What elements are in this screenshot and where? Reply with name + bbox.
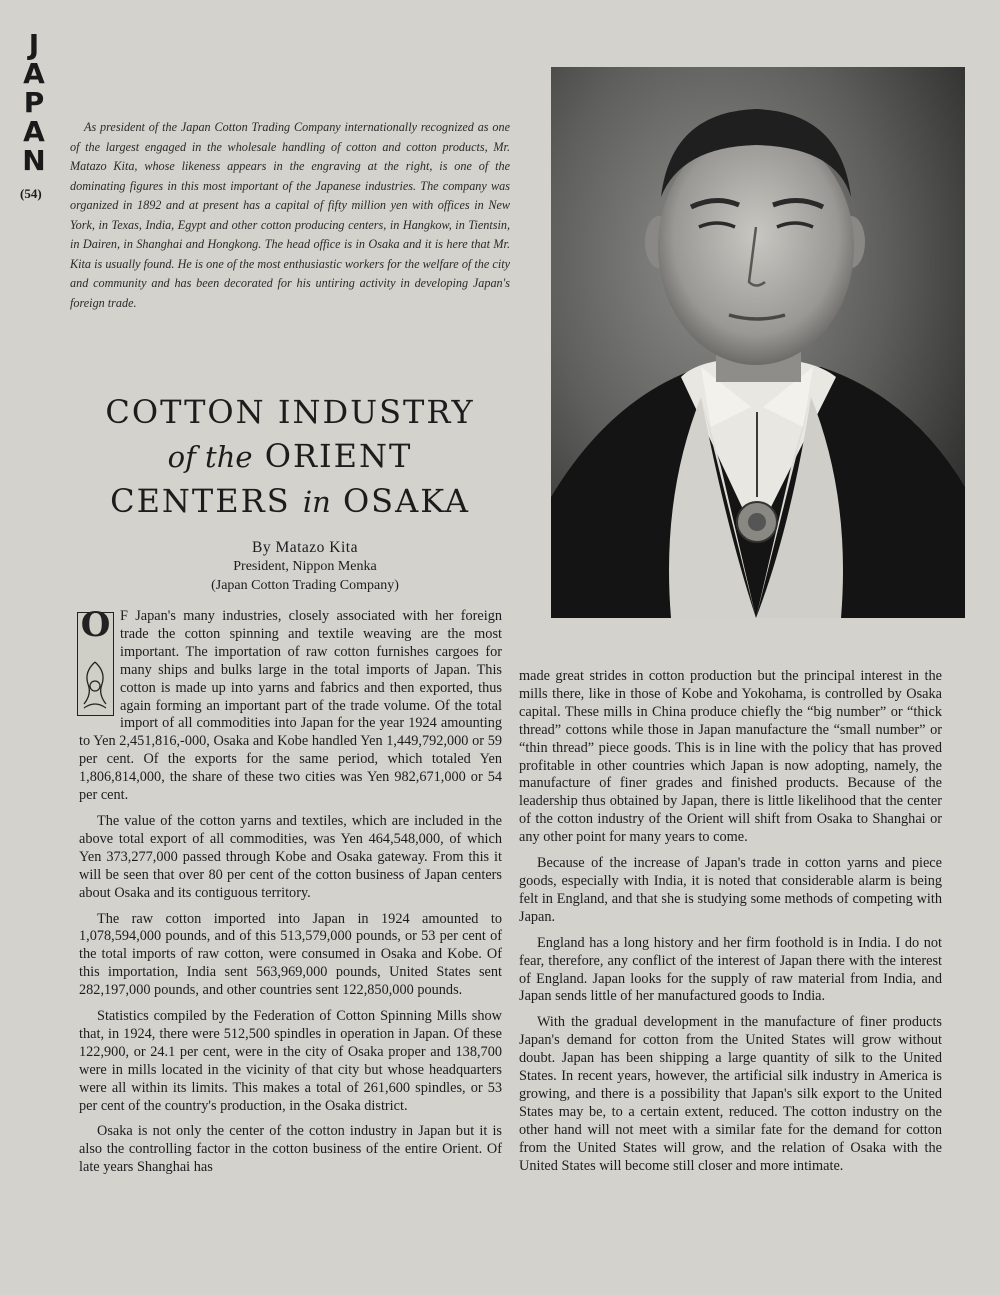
article-title <box>70 390 510 524</box>
title-line-2-italic: of the <box>167 440 253 474</box>
paragraph: made great strides in cotton production but the principal interest in the mills there, like in those of Kobe and Yokohama, is controlled by Osaka capital. These mills in China produce chiefly the “big number” or “thick thread” cottons while those in Japan manufacture the “small number” or “thin thread” piece goods. This is in line with the policy that has proved profitable in other countries which Japan is now adopting, namely, the manufacture of finer grades and finished products. Because of the leadership thus obtained by Japan, there is little likelihood that the center of the cotton industry of the Orient will shift from Osaka to Shanghai or any other point for many years to come. <box>519 668 942 846</box>
byline-author-company: (Japan Cotton Trading Company) <box>211 578 399 593</box>
title-line-3-end: OSAKA <box>342 482 470 520</box>
page-number: (54) <box>20 186 42 201</box>
byline-author-title: President, Nippon Menka <box>233 559 377 574</box>
title-line-3-start: CENTERS <box>110 482 291 520</box>
portrait-photo <box>551 67 965 618</box>
article-byline <box>140 538 470 595</box>
title-line-3 <box>70 479 510 524</box>
sidebar-letter: J <box>28 28 40 61</box>
paragraph: England has a long history and her firm foothold is in India. I do not fear, therefore, any conflict of the interest of Japan there with the interest of England. Japan looks for the supply of raw material from India, and Japan sends little of her manufactured goods to India. <box>519 934 942 1005</box>
paragraph: F Japan's many industries, closely associated with her foreign trade the cotton spinning and textile weaving are the most important. The importation of raw cotton furnishes cargoes for many ships and bulks large in the total imports of Japan. This cotton is made up into yarns and fabrics and then exported, thus again forming an important part of the trade volume. Of the total import of all commodities into Japan for the year 1924 amounting to Yen 2,451,816,-000, Osaka and Kobe handled Yen 1,449,792,000 or 59 per cent. Of the exports for the same period, which totaled Yen 1,806,814,000, the share of these two cities was Yen 982,671,000 or 54 per cent. <box>79 608 502 804</box>
paragraph: Because of the increase of Japan's trade in cotton yarns and piece goods, especially with India, it is noted that considerable alarm is being felt in England, and that she is studying some methods of competing with Japan. <box>519 855 942 925</box>
sidebar-letter: A <box>23 115 45 148</box>
paragraph: The value of the cotton yarns and textiles, which are included in the above total export of all commodities, was Yen 464,548,000, of which Yen 373,277,000 passed through Kobe and Osaka gateway. From this it will be seen that over 80 per cent of the cotton business of Japan centers about Osaka and its contiguous territory. <box>79 812 502 901</box>
article-column-left <box>79 605 502 1185</box>
sidebar-letter: N <box>22 144 46 177</box>
article-column-right <box>519 668 942 1183</box>
paragraph: Statistics compiled by the Federation of Cotton Spinning Mills show that, in 1924, there were 512,500 spindles in operation in Japan. Of these 122,900, or 24.1 per cent, were in the city of Osaka proper and 138,700 were in mills located in the vicinity of that city but whose headquarters were all within its limits. This makes a total of 261,600 spindles, or 53 per cent of the country's production, in the Osaka district. <box>79 1008 502 1114</box>
drop-cap <box>77 605 114 716</box>
sidebar-letter: P <box>23 86 45 119</box>
drop-cap-letter: O <box>80 605 111 645</box>
byline-author: By Matazo Kita <box>251 539 358 556</box>
paragraph: With the gradual development in the manufacture of finer products Japan's demand for cotton from the United States will grow without doubt. Japan has been shipping a large quantity of silk to the United States. In recent years, however, the artificial silk industry in America is growing, and there is a possibility that Japan's silk export to the United States may be, to a certain extent, reduced. The cotton industry on the other hand will not meet with a similar fate for the demand for cotton from the United States will grow, and the relation of Osaka with the United States will become still closer and more intimate. <box>519 1014 942 1174</box>
portrait-caption: As president of the Japan Cotton Trading Company internationally recognized as one of the largest engaged in the wholesale handling of cotton and cotton products, Mr. Matazo Kita, whose likeness appears in the engraving at the right, is one of the dominating figures in this most important of the Japanese industries. The company was organized in 1892 and at present has a capital of fifty million yen with offices in New York, in Texas, India, Egypt and other cotton producing centers, in Hangkow, in Tientsin, in Dairen, in Shanghai and Hongkong. The head office is in Osaka and it is here that Mr. Kita is usually found. He is one of the most enthusiastic workers for the welfare of the city and community and has been decorated for his untiring activity in developing Japan's foreign trade. <box>70 120 510 310</box>
magazine-sidebar-title <box>14 30 54 175</box>
title-line-1: COTTON INDUSTRY <box>105 393 475 431</box>
title-line-2-main: ORIENT <box>264 437 413 475</box>
title-line-3-italic: in <box>302 485 331 519</box>
ornament-icon <box>80 660 110 712</box>
paragraph: The raw cotton imported into Japan in 1924 amounted to 1,078,594,000 pounds, and of this 513,579,000 pounds, or 53 per cent of the total imports of raw cotton, were consumed in Osaka and Kobe. Of this importation, India sent 563,969,000 pounds, United States sent 282,197,000 pounds, and other countries sent 122,850,000 pounds. <box>79 910 502 999</box>
title-line-2 <box>70 434 510 479</box>
sidebar-letter: A <box>23 57 45 90</box>
portrait-illustration <box>551 67 965 618</box>
paragraph: Osaka is not only the center of the cotton industry in Japan but it is also the controlling factor in the cotton business of the entire Orient. Of late years Shanghai has <box>79 1123 502 1176</box>
